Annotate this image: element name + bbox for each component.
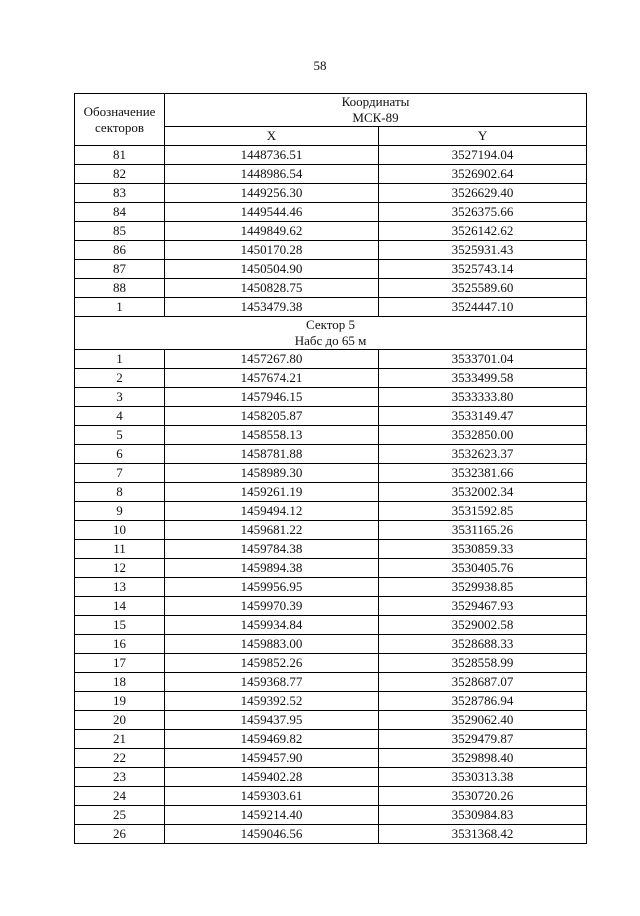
table-row [75, 279, 587, 298]
sector-cell: 14 [75, 597, 165, 616]
table-row [75, 768, 587, 787]
sector-cell: 4 [75, 407, 165, 426]
sector-cell: 16 [75, 635, 165, 654]
table-row [75, 521, 587, 540]
x-cell: 1459970.39 [165, 597, 379, 616]
table-row [75, 165, 587, 184]
y-cell: 3527194.04 [379, 146, 587, 165]
x-cell: 1458205.87 [165, 407, 379, 426]
sector-cell: 25 [75, 806, 165, 825]
table-row [75, 730, 587, 749]
table-row [75, 559, 587, 578]
table-row [75, 445, 587, 464]
sector-cell: 21 [75, 730, 165, 749]
x-cell: 1449849.62 [165, 222, 379, 241]
sector-cell: 12 [75, 559, 165, 578]
sector-column-header [75, 94, 165, 146]
x-cell: 1459046.56 [165, 825, 379, 844]
sector-cell: 85 [75, 222, 165, 241]
y-cell: 3533499.58 [379, 369, 587, 388]
y-cell: 3530405.76 [379, 559, 587, 578]
x-cell: 1459934.84 [165, 616, 379, 635]
x-cell: 1459494.12 [165, 502, 379, 521]
section-title: Сектор 5 [306, 317, 356, 332]
table-row [75, 540, 587, 559]
y-cell: 3528786.94 [379, 692, 587, 711]
y-cell: 3532002.34 [379, 483, 587, 502]
x-cell: 1450504.90 [165, 260, 379, 279]
sector-cell: 10 [75, 521, 165, 540]
x-cell: 1449256.30 [165, 184, 379, 203]
table-body-bottom [75, 350, 587, 844]
x-cell: 1459883.00 [165, 635, 379, 654]
y-column-header: Y [379, 127, 587, 146]
y-cell: 3525931.43 [379, 241, 587, 260]
x-cell: 1458781.88 [165, 445, 379, 464]
y-cell: 3532850.00 [379, 426, 587, 445]
x-cell: 1457946.15 [165, 388, 379, 407]
sector-cell: 26 [75, 825, 165, 844]
x-cell: 1459457.90 [165, 749, 379, 768]
x-cell: 1459402.28 [165, 768, 379, 787]
sector-cell: 9 [75, 502, 165, 521]
table-row [75, 711, 587, 730]
sector-cell: 15 [75, 616, 165, 635]
sector-cell: 5 [75, 426, 165, 445]
y-cell: 3533333.80 [379, 388, 587, 407]
table-row [75, 787, 587, 806]
table-row [75, 749, 587, 768]
section-heading-row-group [75, 317, 587, 350]
y-cell: 3533701.04 [379, 350, 587, 369]
x-cell: 1459784.38 [165, 540, 379, 559]
y-cell: 3530720.26 [379, 787, 587, 806]
coordinates-header [165, 94, 587, 127]
x-cell: 1448736.51 [165, 146, 379, 165]
y-cell: 3529938.85 [379, 578, 587, 597]
x-cell: 1458989.30 [165, 464, 379, 483]
y-cell: 3530984.83 [379, 806, 587, 825]
x-cell: 1459392.52 [165, 692, 379, 711]
sector-cell: 84 [75, 203, 165, 222]
sector-cell: 83 [75, 184, 165, 203]
table-row [75, 203, 587, 222]
y-cell: 3524447.10 [379, 298, 587, 317]
coordinates-header-line: Координаты [341, 94, 410, 109]
sector-cell: 87 [75, 260, 165, 279]
table-row [75, 464, 587, 483]
x-cell: 1459469.82 [165, 730, 379, 749]
sector-cell: 82 [75, 165, 165, 184]
y-cell: 3529002.58 [379, 616, 587, 635]
table-row [75, 597, 587, 616]
sector-cell: 18 [75, 673, 165, 692]
y-cell: 3529467.93 [379, 597, 587, 616]
y-cell: 3526142.62 [379, 222, 587, 241]
x-cell: 1459368.77 [165, 673, 379, 692]
table-row [75, 146, 587, 165]
table-row [75, 825, 587, 844]
coordinates-header-line: МСК-89 [352, 110, 399, 125]
sector-header-line: секторов [95, 119, 144, 135]
table-row [75, 635, 587, 654]
table-row [75, 388, 587, 407]
sector-cell: 86 [75, 241, 165, 260]
y-cell: 3529479.87 [379, 730, 587, 749]
y-cell: 3526375.66 [379, 203, 587, 222]
table-row [75, 426, 587, 445]
x-cell: 1453479.38 [165, 298, 379, 317]
x-cell: 1459261.19 [165, 483, 379, 502]
sector-cell: 13 [75, 578, 165, 597]
sector-cell: 19 [75, 692, 165, 711]
sector-cell: 1 [75, 298, 165, 317]
section-row [75, 317, 587, 350]
page-number: 58 [313, 58, 327, 73]
y-cell: 3528687.07 [379, 673, 587, 692]
table-body-top [75, 146, 587, 317]
sector-cell: 20 [75, 711, 165, 730]
table-row [75, 578, 587, 597]
sector-cell: 3 [75, 388, 165, 407]
table-row [75, 222, 587, 241]
sector-cell: 6 [75, 445, 165, 464]
table-row [75, 806, 587, 825]
table-row [75, 673, 587, 692]
y-cell: 3530313.38 [379, 768, 587, 787]
section-heading [75, 317, 587, 350]
table-row [75, 616, 587, 635]
y-cell: 3528688.33 [379, 635, 587, 654]
x-cell: 1459894.38 [165, 559, 379, 578]
y-cell: 3525743.14 [379, 260, 587, 279]
y-cell: 3531165.26 [379, 521, 587, 540]
y-cell: 3525589.60 [379, 279, 587, 298]
sector-cell: 88 [75, 279, 165, 298]
table-row [75, 241, 587, 260]
sector-cell: 7 [75, 464, 165, 483]
y-cell: 3533149.47 [379, 407, 587, 426]
sector-cell: 17 [75, 654, 165, 673]
x-cell: 1457267.80 [165, 350, 379, 369]
x-cell: 1459956.95 [165, 578, 379, 597]
y-cell: 3532381.66 [379, 464, 587, 483]
table-row [75, 654, 587, 673]
y-cell: 3526902.64 [379, 165, 587, 184]
table-row [75, 502, 587, 521]
table-row [75, 260, 587, 279]
x-cell: 1457674.21 [165, 369, 379, 388]
table-row [75, 407, 587, 426]
x-cell: 1450170.28 [165, 241, 379, 260]
sector-cell: 81 [75, 146, 165, 165]
table-row [75, 350, 587, 369]
section-subtitle: Набс до 65 м [294, 333, 367, 348]
y-cell: 3531592.85 [379, 502, 587, 521]
x-cell: 1459852.26 [165, 654, 379, 673]
sector-cell: 23 [75, 768, 165, 787]
sector-cell: 22 [75, 749, 165, 768]
y-cell: 3529898.40 [379, 749, 587, 768]
sector-cell: 24 [75, 787, 165, 806]
x-cell: 1459437.95 [165, 711, 379, 730]
y-cell: 3530859.33 [379, 540, 587, 559]
sector-cell: 8 [75, 483, 165, 502]
sector-cell: 1 [75, 350, 165, 369]
table-row [75, 692, 587, 711]
x-cell: 1459214.40 [165, 806, 379, 825]
sector-cell: 11 [75, 540, 165, 559]
y-cell: 3529062.40 [379, 711, 587, 730]
table-row [75, 369, 587, 388]
x-cell: 1459303.61 [165, 787, 379, 806]
x-cell: 1450828.75 [165, 279, 379, 298]
x-cell: 1449544.46 [165, 203, 379, 222]
sector-header-line: Обозначение [83, 103, 156, 119]
y-cell: 3531368.42 [379, 825, 587, 844]
y-cell: 3526629.40 [379, 184, 587, 203]
table-row [75, 298, 587, 317]
y-cell: 3532623.37 [379, 445, 587, 464]
sector-cell: 2 [75, 369, 165, 388]
x-cell: 1458558.13 [165, 426, 379, 445]
x-cell: 1459681.22 [165, 521, 379, 540]
x-cell: 1448986.54 [165, 165, 379, 184]
coordinates-table [74, 93, 587, 844]
table-row [75, 483, 587, 502]
x-column-header: X [165, 127, 379, 146]
table-row [75, 184, 587, 203]
y-cell: 3528558.99 [379, 654, 587, 673]
